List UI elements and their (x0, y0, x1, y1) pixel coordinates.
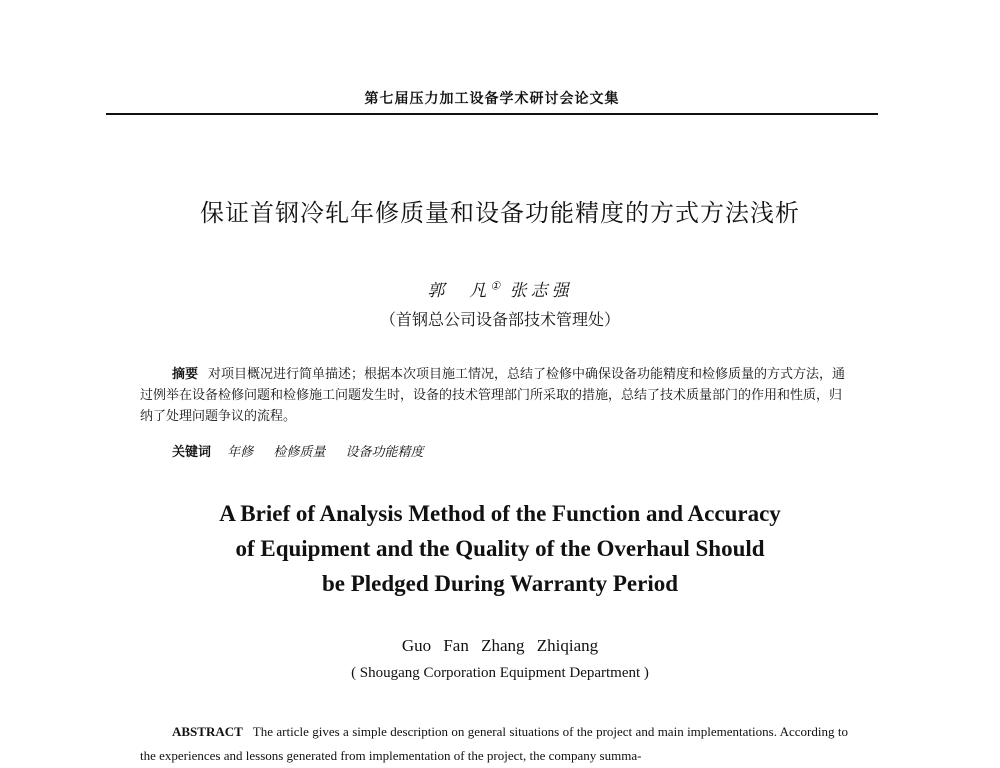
english-authors: Guo Fan Zhang Zhiqiang (401, 636, 599, 655)
keyword: 年修 (227, 445, 254, 460)
keywords-label: 关键词 (172, 445, 212, 460)
chinese-affiliation: （首钢总公司设备部技术管理处） (379, 310, 620, 329)
english-abstract-text: The article gives a simple description on general situations of the project and main implementations. According to the experiences and lessons generated from implementation of the project, the company summa- (140, 724, 848, 763)
chinese-abstract-text: 对项目概况进行简单描述；根据本次项目施工情况，总结了检修中确保设备功能精度和检修质量的方式方法，通过例举在设备检修问题和检修施工问题发生时，设备的技术管理部门所采取的措施，总结了技术质量部门的作用和性质，归纳了处理问题争议的流程。 (140, 367, 846, 424)
author-1: 郭 凡 (427, 281, 491, 301)
chinese-title: 保证首钢冷轧年修质量和设备功能精度的方式方法浅析 (200, 199, 800, 227)
english-title (0, 496, 1000, 601)
english-title-line: A Brief of Analysis Method of the Function and Accuracy (219, 501, 781, 526)
author-2: 张志强 (509, 281, 573, 301)
english-affiliation: ( Shougang Corporation Equipment Department ) (351, 665, 649, 681)
english-abstract-label: ABSTRACT (172, 724, 243, 739)
header-rule (106, 113, 878, 115)
chinese-authors (0, 276, 1000, 301)
keyword: 检修质量 (273, 445, 326, 460)
keyword: 设备功能精度 (345, 445, 424, 460)
english-title-line: be Pledged During Warranty Period (321, 571, 679, 596)
running-head: 第七届压力加工设备学术研讨会论文集 (364, 91, 620, 107)
english-abstract (140, 720, 848, 768)
chinese-abstract (140, 364, 848, 427)
chinese-abstract-label: 摘要 (172, 367, 199, 382)
chinese-keywords (172, 441, 439, 460)
footnote-mark: ① (490, 279, 501, 293)
english-title-line: of Equipment and the Quality of the Overhaul Should (235, 536, 765, 561)
